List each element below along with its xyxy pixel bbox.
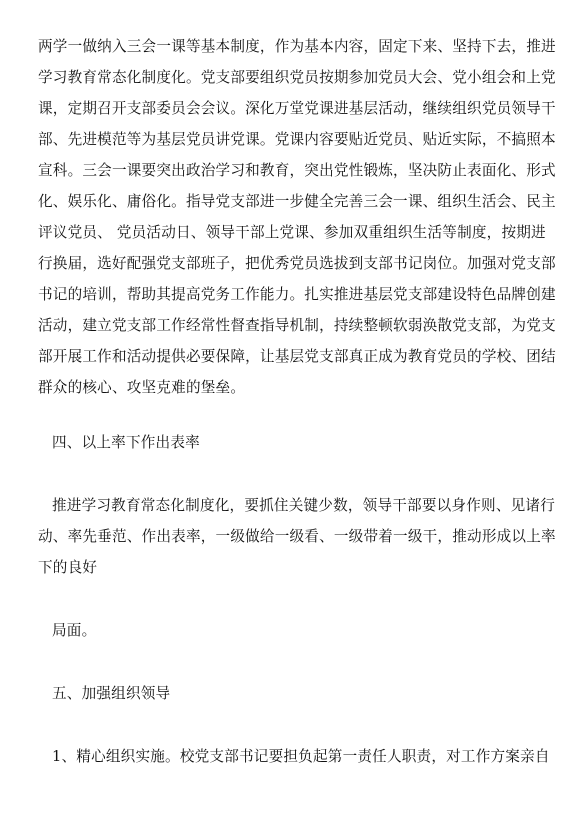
paragraph-3: 局面。 <box>52 622 97 639</box>
paragraph-line: 书记的培训，帮助其提高党务工作能力。扎实推进基层党支部建设特色品牌创建 <box>38 286 556 303</box>
paragraph-line: 1、精心组织实施。校党支部书记要担负起第一责任人职责，对工作方案亲自 <box>52 748 550 765</box>
paragraph-line: 活动，建立党支部工作经常性督查指导机制，持续整顿软弱涣散党支部，为党支 <box>38 317 556 334</box>
paragraph-line: 课，定期召开支部委员会会议。深化万堂党课进基层活动，继续组织党员领导干 <box>38 100 556 117</box>
section-heading-5: 五、加强组织领导 <box>52 685 171 702</box>
paragraph-line: 两学一做纳入三会一课等基本制度，作为基本内容，固定下来、坚持下去，推进 <box>38 38 556 55</box>
paragraph-line: 行换届，选好配强党支部班子，把优秀党员选拔到支部书记岗位。加强对党支部 <box>38 255 556 272</box>
paragraph-line: 部、先进模范等为基层党员讲党课。党课内容要贴近党员、贴近实际，不搞照本 <box>38 131 556 148</box>
paragraph-line: 群众的核心、攻坚克难的堡垒。 <box>38 379 246 396</box>
paragraph-line: 评议党员、 党员活动日、领导干部上党课、参加双重组织生活等制度，按期进 <box>38 224 546 241</box>
section-heading-4: 四、以上率下作出表率 <box>52 434 200 451</box>
paragraph-line: 宣科。三会一课要突出政治学习和教育，突出党性锻炼，坚决防止表面化、形式 <box>38 162 556 179</box>
paragraph-line: 化、娱乐化、庸俗化。指导党支部进一步健全完善三会一课、组织生活会、民主 <box>38 193 556 210</box>
paragraph-line: 下的良好 <box>38 559 98 576</box>
paragraph-line: 推进学习教育常态化制度化，要抓住关键少数，领导干部要以身作则、见诸行 <box>52 497 555 514</box>
paragraph-line: 部开展工作和活动提供必要保障，让基层党支部真正成为教育党员的学校、团结 <box>38 348 556 365</box>
paragraph-line: 学习教育常态化制度化。党支部要组织党员按期参加党员大会、党小组会和上党 <box>38 69 556 86</box>
paragraph-line: 动、率先垂范、作出表率，一级做给一级看、一级带着一级干，推动形成以上率 <box>38 528 556 545</box>
